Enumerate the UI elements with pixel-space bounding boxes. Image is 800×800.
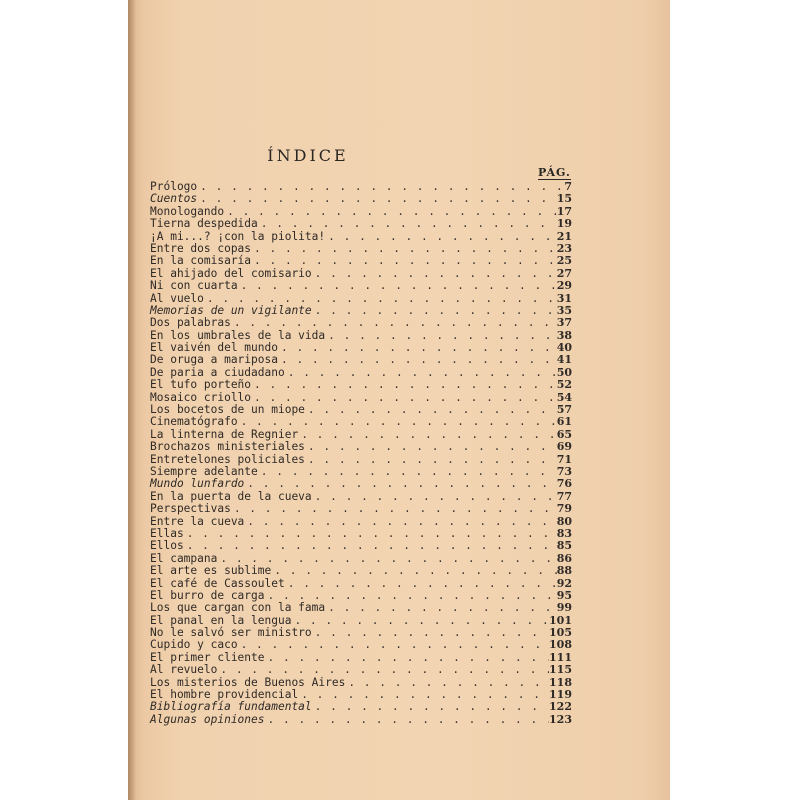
toc-entry <box>150 181 572 193</box>
toc-entry-page-number: 86 <box>556 551 572 565</box>
toc-entry-title: Ellos <box>150 539 184 553</box>
toc-entry-title: Algunas opiniones <box>150 712 265 726</box>
toc-entry-title: Dos palabras <box>150 316 231 330</box>
toc-entry <box>150 441 572 453</box>
toc-entry-title: Cuentos <box>150 192 198 206</box>
toc-entry-page-number: 83 <box>556 526 572 540</box>
toc-entry-page-number: 17 <box>556 204 572 218</box>
dot-leader <box>281 354 557 366</box>
dot-leader <box>315 701 549 713</box>
toc-entry-title: Bibliografía fundamental <box>150 700 312 714</box>
toc-entry-title: En la comisaría <box>150 254 252 268</box>
dot-leader <box>348 677 549 689</box>
toc-entry <box>150 478 572 490</box>
dot-leader <box>254 379 557 391</box>
toc-entry <box>150 701 572 713</box>
dot-leader <box>187 528 557 540</box>
dot-leader <box>274 565 556 577</box>
toc-entry-title: El panal en la lengua <box>150 613 292 627</box>
toc-entry-page-number: 101 <box>549 613 572 627</box>
toc-entry-page-number: 99 <box>556 601 572 615</box>
toc-entry-title: Al vuelo <box>150 291 204 305</box>
toc-entry-title: De oruga a mariposa <box>150 353 278 367</box>
toc-entry <box>150 540 572 552</box>
toc-entry <box>150 516 572 528</box>
toc-entry-title: Entretelones policiales <box>150 452 305 466</box>
toc-entry-page-number: 61 <box>556 415 572 429</box>
toc-entry-title: Cupido y caco <box>150 638 238 652</box>
toc-entry-page-number: 57 <box>556 403 572 417</box>
toc-entry <box>150 193 572 205</box>
dot-leader <box>315 268 557 280</box>
toc-entry-page-number: 79 <box>556 502 572 516</box>
dot-leader <box>261 218 557 230</box>
toc-entry-page-number: 119 <box>549 688 572 702</box>
page-column-label: PÁG. <box>538 166 571 179</box>
toc-entry-page-number: 31 <box>556 291 572 305</box>
toc-entry-page-number: 118 <box>549 675 572 689</box>
dot-leader <box>241 416 557 428</box>
dot-leader <box>308 454 557 466</box>
dot-leader <box>308 441 557 453</box>
book-page <box>128 0 670 800</box>
toc-entry-title: El arte es sublime <box>150 564 272 578</box>
toc-entry-title: Al revuelo <box>150 663 218 677</box>
toc-entry-title: Los bocetos de un miope <box>150 403 305 417</box>
toc-entry-page-number: 69 <box>556 440 572 454</box>
toc-entry-title: Mosaico criollo <box>150 390 252 404</box>
toc-entry <box>150 280 572 292</box>
toc-entry-title: El primer cliente <box>150 650 265 664</box>
toc-entry <box>150 639 572 651</box>
toc-entry-title: Memorias de un vigilante <box>150 303 312 317</box>
dot-leader <box>288 578 557 590</box>
dot-leader <box>315 491 557 503</box>
toc-entry-title: Entre dos copas <box>150 241 252 255</box>
toc-entry-page-number: 65 <box>556 427 572 441</box>
toc-entry-title: Ni con cuarta <box>150 279 238 293</box>
toc-entry-title: Los misterios de Buenos Aires <box>150 675 346 689</box>
toc-entry <box>150 528 572 540</box>
dot-leader <box>328 602 557 614</box>
dot-leader <box>308 404 557 416</box>
toc-entry-page-number: 115 <box>549 663 572 677</box>
toc-entry-page-number: 41 <box>556 353 572 367</box>
toc-entry-page-number: 85 <box>556 539 572 553</box>
toc-entry-title: El campana <box>150 551 218 565</box>
toc-entry-page-number: 21 <box>556 229 572 243</box>
dot-leader <box>254 243 557 255</box>
toc-entry <box>150 255 572 267</box>
toc-entry-page-number: 25 <box>556 254 572 268</box>
dot-leader <box>241 639 549 651</box>
dot-leader <box>315 305 557 317</box>
dot-leader <box>315 627 549 639</box>
spine-shadow <box>128 0 136 800</box>
toc-entry <box>150 317 572 329</box>
toc-entry-page-number: 122 <box>549 700 572 714</box>
dot-leader <box>254 255 557 267</box>
toc-entry <box>150 416 572 428</box>
toc-entry-title: En la puerta de la cueva <box>150 489 312 503</box>
toc-entry <box>150 503 572 515</box>
toc-entry-page-number: 35 <box>556 303 572 317</box>
dot-leader <box>234 503 557 515</box>
dot-leader <box>281 342 557 354</box>
toc-entry-page-number: 29 <box>556 279 572 293</box>
toc-entry-page-number: 27 <box>556 266 572 280</box>
toc-entry-page-number: 23 <box>556 241 572 255</box>
toc-entry <box>150 664 572 676</box>
toc-entry-title: Siempre adelante <box>150 464 258 478</box>
toc-entry-page-number: 7 <box>564 180 572 193</box>
toc-entry-title: De paria a ciudadano <box>150 365 285 379</box>
toc-entry-page-number: 80 <box>556 514 572 528</box>
toc-entry-page-number: 92 <box>556 576 572 590</box>
dot-leader <box>234 317 557 329</box>
toc-entry <box>150 602 572 614</box>
toc-entry-title: Mundo lunfardo <box>150 477 245 491</box>
toc-entry-page-number: 52 <box>556 378 572 392</box>
toc-entry-page-number: 105 <box>549 626 572 640</box>
toc-entry-page-number: 76 <box>556 477 572 491</box>
dot-leader <box>268 714 550 726</box>
toc-entry <box>150 218 572 230</box>
toc-entry-page-number: 19 <box>556 217 572 231</box>
toc-entry-title: Tierna despedida <box>150 217 258 231</box>
toc-entry-title: ¡A mi...? ¡con la piolita! <box>150 229 326 243</box>
toc-entry-page-number: 108 <box>549 638 572 652</box>
toc-entry-title: Cinematógrafo <box>150 415 238 429</box>
toc-entry-page-number: 50 <box>556 365 572 379</box>
toc-entry-title: Monologando <box>150 204 225 218</box>
toc-entry-page-number: 88 <box>556 564 572 578</box>
dot-leader <box>220 664 549 676</box>
toc-entry-page-number: 71 <box>556 452 572 466</box>
toc-entry-page-number: 15 <box>556 192 572 206</box>
dot-leader <box>227 206 557 218</box>
toc-entry <box>150 354 572 366</box>
dot-leader <box>241 280 557 292</box>
toc-entry-page-number: 111 <box>549 650 572 664</box>
dot-leader <box>301 689 549 701</box>
index-heading: ÍNDICE <box>267 146 349 165</box>
toc-entry-title: La linterna de Regnier <box>150 427 299 441</box>
dot-leader <box>261 466 557 478</box>
toc-entry-title: El tufo porteño <box>150 378 252 392</box>
toc-entry-title: Entre la cueva <box>150 514 245 528</box>
toc-entry-title: Los que cargan con la fama <box>150 601 326 615</box>
dot-leader <box>268 652 550 664</box>
toc-entry-title: El burro de carga <box>150 588 265 602</box>
dot-leader <box>294 615 549 627</box>
toc-entry-title: El vaivén del mundo <box>150 341 278 355</box>
toc-entry <box>150 565 572 577</box>
dot-leader <box>187 540 557 552</box>
toc-entry-title: Brochazos ministeriales <box>150 440 305 454</box>
toc-entry-page-number: 40 <box>556 341 572 355</box>
dot-leader <box>328 330 557 342</box>
toc-entry-title: Ellas <box>150 526 184 540</box>
toc-entry-title: Prólogo <box>150 180 198 193</box>
toc-entry-page-number: 95 <box>556 588 572 602</box>
dot-leader <box>328 231 557 243</box>
toc-entry-title: En los umbrales de la vida <box>150 328 326 342</box>
toc-entry-title: No le salvó ser ministro <box>150 626 312 640</box>
dot-leader <box>200 181 564 193</box>
toc-entry-page-number: 37 <box>556 316 572 330</box>
dot-leader <box>301 429 557 441</box>
toc-entry-page-number: 73 <box>556 464 572 478</box>
toc-entry-title: Perspectivas <box>150 502 231 516</box>
toc-entry-title: El ahijado del comisario <box>150 266 312 280</box>
table-of-contents <box>150 181 572 726</box>
dot-leader <box>288 367 557 379</box>
dot-leader <box>247 478 556 490</box>
toc-entry-page-number: 54 <box>556 390 572 404</box>
toc-entry-page-number: 38 <box>556 328 572 342</box>
dot-leader <box>200 193 557 205</box>
toc-entry-title: El hombre providencial <box>150 688 299 702</box>
dot-leader <box>247 516 556 528</box>
toc-entry-title: El café de Cassoulet <box>150 576 285 590</box>
toc-entry <box>150 714 572 726</box>
toc-entry-page-number: 123 <box>549 712 572 726</box>
toc-entry <box>150 379 572 391</box>
toc-entry-page-number: 77 <box>556 489 572 503</box>
